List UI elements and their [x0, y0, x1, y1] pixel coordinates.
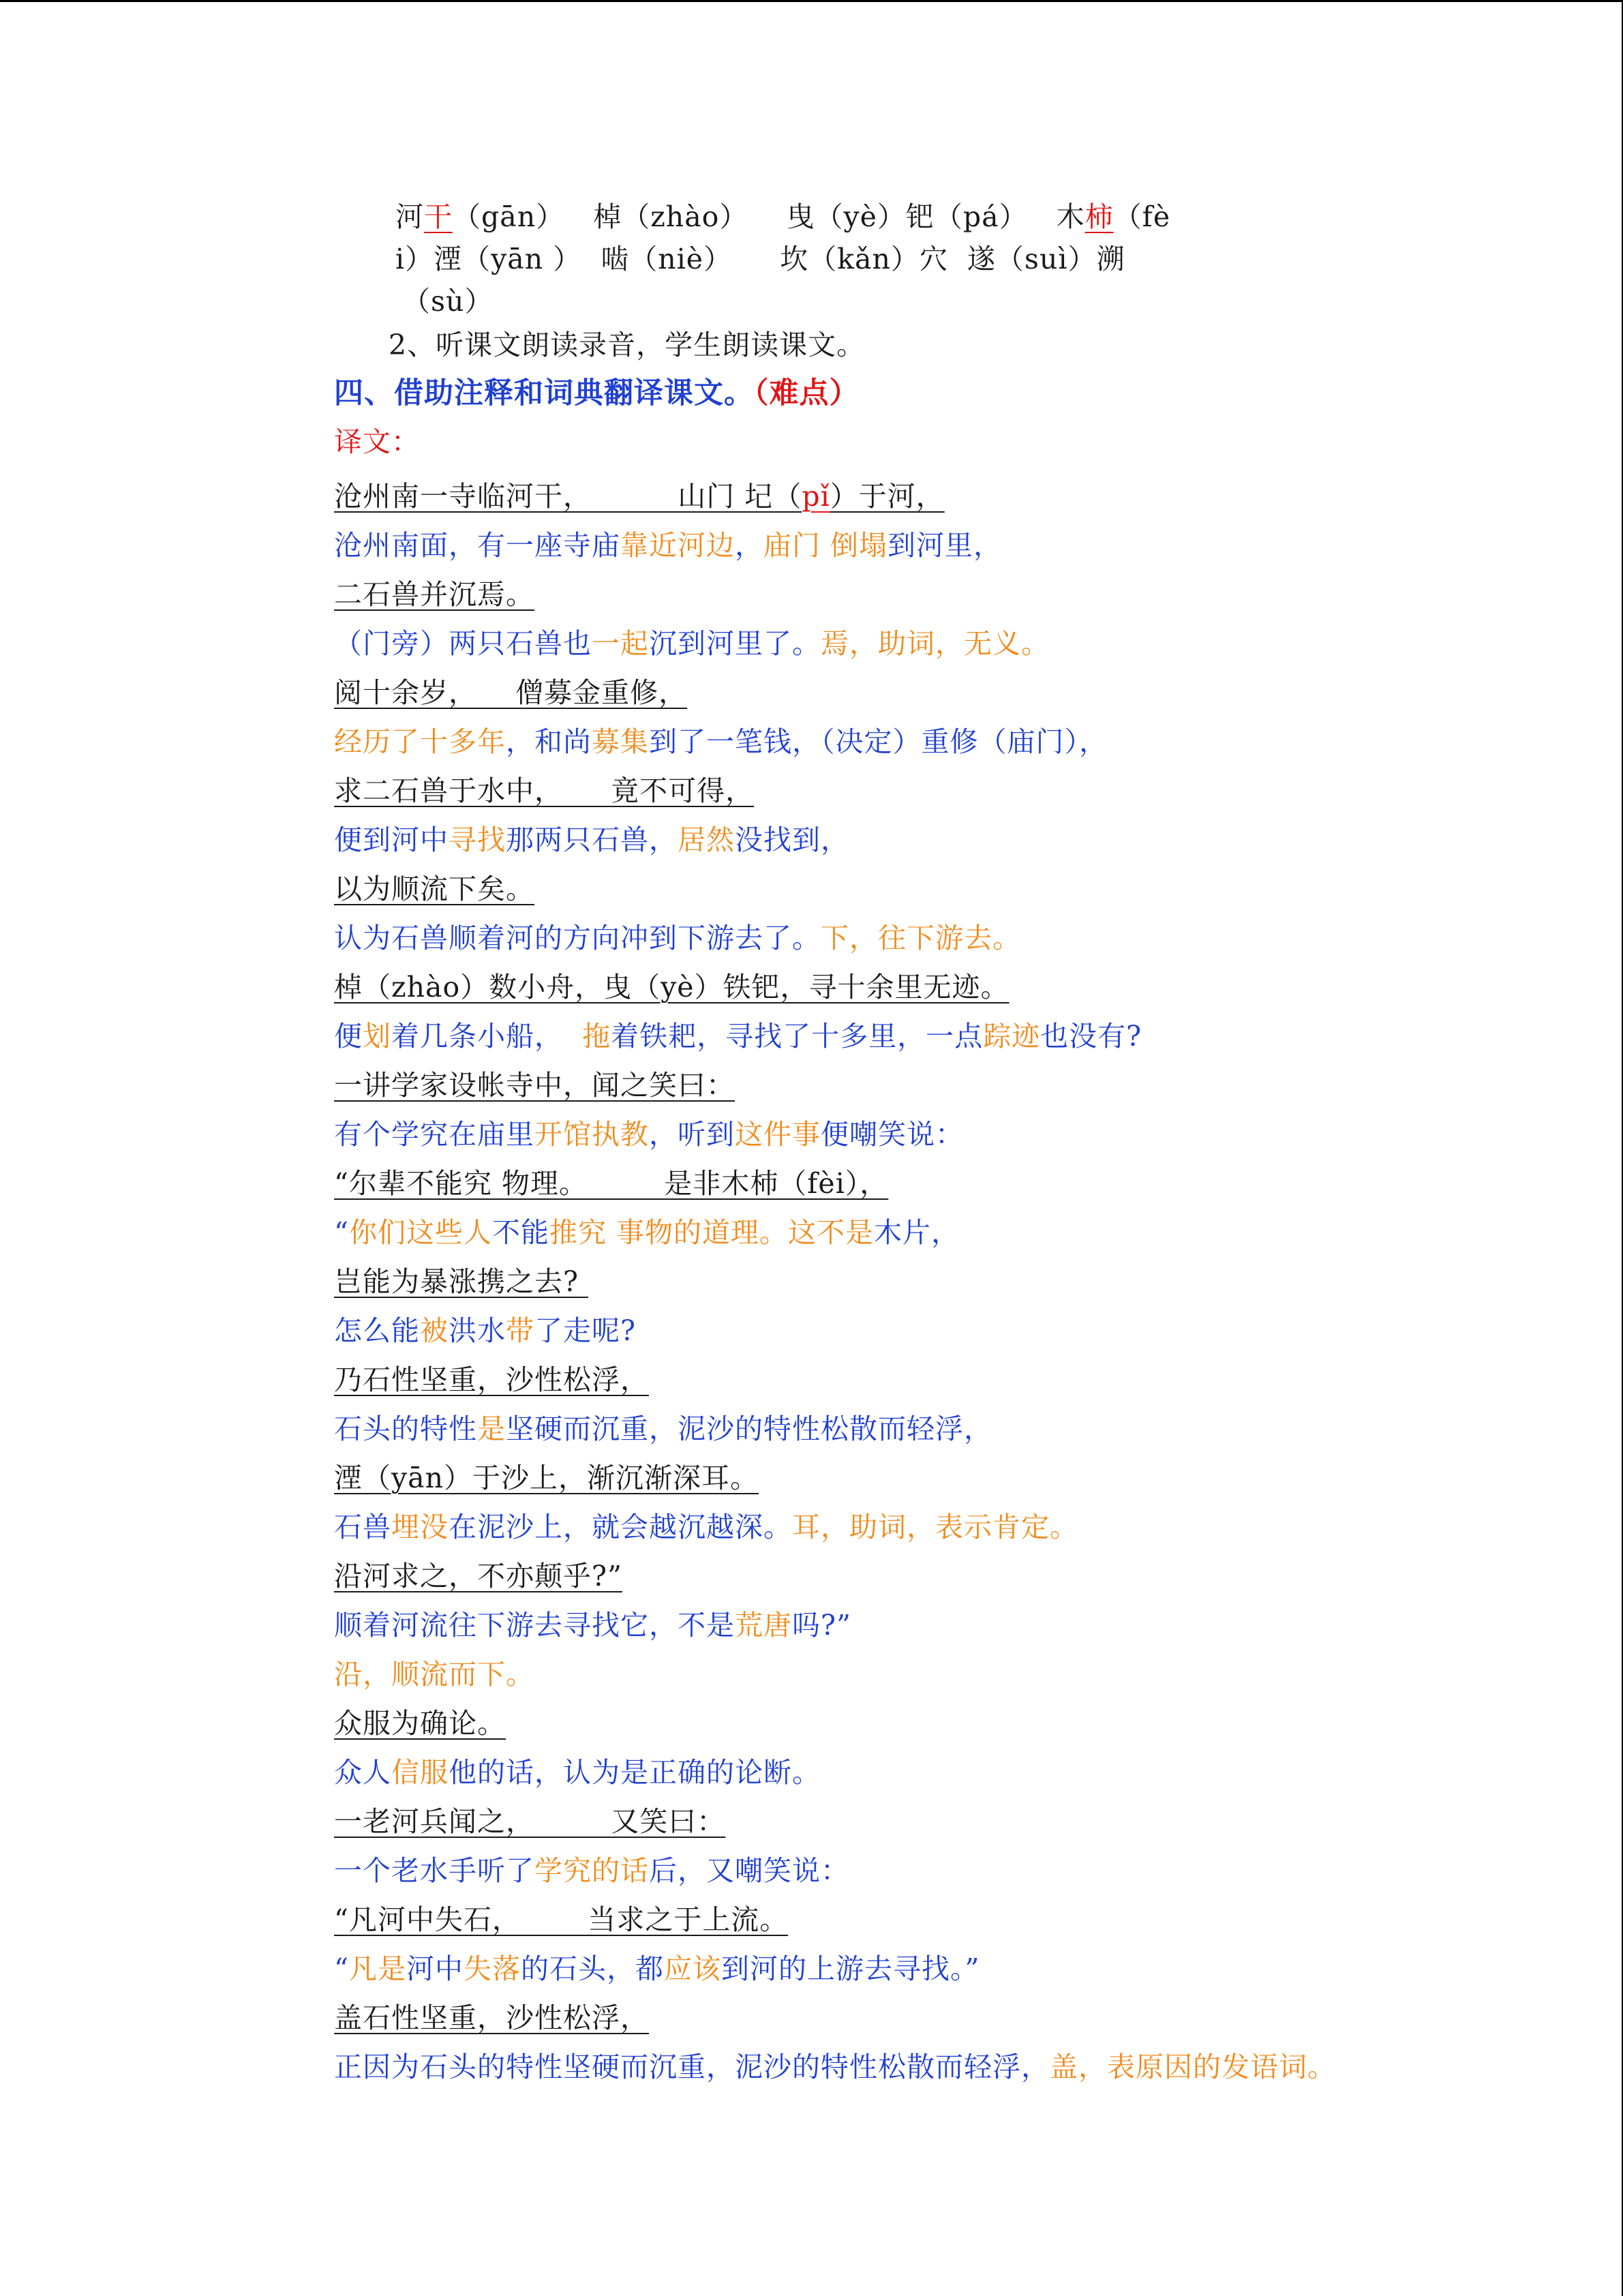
text-segment: “凡河中失石， 当求之于上流。: [334, 1903, 789, 1936]
text-line: [334, 1164, 888, 1203]
text-segment: 四、借助注释和词典翻译课文。: [334, 376, 754, 410]
text-segment: 。这不是: [759, 1216, 875, 1249]
text-segment: 也没有?: [1040, 1020, 1142, 1053]
text-segment: 众人: [334, 1756, 391, 1789]
text-segment: 便嘲笑说：: [821, 1118, 964, 1151]
text-line: [334, 772, 754, 810]
text-segment: 沧州南一寺临河干， 山门 圮（: [334, 480, 802, 513]
text-segment: 译文：: [334, 425, 420, 458]
text-line: [334, 1459, 759, 1497]
text-segment: 阅十余岁， 僧募金重修，: [334, 676, 688, 709]
text-line: [334, 1263, 588, 1301]
text-segment: 一个老水手听了: [334, 1854, 534, 1887]
text-line: [334, 624, 1050, 663]
text-line: [334, 1115, 964, 1153]
text-segment: 正因为石头的特性坚硬而沉重，泥沙的特性松散而轻浮，: [334, 2051, 1050, 2083]
text-line: [334, 1213, 960, 1252]
text-segment: （gān） 棹（zhào） 曳（yè）钯（pá） 木: [453, 200, 1085, 233]
text-segment: 经历了十多年: [334, 725, 506, 758]
text-segment: 顺着河流往下游去寻找它，不是: [334, 1609, 735, 1642]
text-segment: 开馆执教: [534, 1118, 649, 1151]
text-line: [334, 526, 1002, 564]
text-segment: 不能: [491, 1216, 549, 1249]
text-segment: 到了一笔钱，（决定）重修（庙门），: [649, 725, 1108, 758]
text-segment: 洪水: [449, 1314, 506, 1347]
text-line: [334, 1852, 849, 1890]
text-segment: 失落: [463, 1952, 521, 1985]
text-segment: （sù）: [402, 285, 494, 318]
text-segment: 便到河中: [334, 824, 449, 856]
text-segment: 募集: [592, 725, 649, 758]
text-segment: 一讲学家设帐寺中，闻之笑曰：: [334, 1069, 735, 1102]
text-segment: 踪迹: [983, 1020, 1041, 1053]
text-line: [334, 374, 860, 412]
text-segment: “: [334, 1952, 349, 1985]
text-line: [334, 1606, 851, 1644]
text-segment: 他的话，认为是正确的论断。: [449, 1756, 821, 1789]
text-line: [334, 1312, 636, 1350]
text-line: [334, 575, 534, 614]
text-line: [395, 198, 1170, 236]
text-line: [334, 1361, 649, 1399]
text-segment: 你们这些人: [348, 1216, 492, 1249]
text-segment: 是: [477, 1413, 506, 1445]
text-segment: 认为石兽顺着河的方向冲到下游去了。: [334, 922, 821, 954]
text-segment: 着铁耙，寻找了十多里，一点: [611, 1020, 984, 1053]
text-segment: 这件事: [735, 1118, 821, 1151]
text-segment: 石兽: [334, 1511, 391, 1543]
text-line: [334, 919, 1021, 957]
text-segment: 岂能为暴涨携之去?: [334, 1265, 589, 1298]
text-segment: i）湮（yān ） 啮（niè） 坎（kǎn）穴 遂（suì）溯: [395, 243, 1125, 275]
text-segment: 石头的特性: [334, 1413, 477, 1445]
text-line: [334, 1557, 622, 1595]
text-segment: 柿: [1084, 200, 1114, 233]
text-line: [334, 1066, 735, 1104]
text-segment: 没找到，: [735, 824, 849, 856]
text-segment: （门旁）两只石兽也: [334, 627, 592, 660]
text-segment: 沉到河里了。: [649, 627, 821, 660]
text-line: [334, 477, 945, 515]
text-segment: 后，又嘲笑说：: [649, 1854, 849, 1887]
text-line: [334, 1655, 534, 1693]
text-segment: 拖: [582, 1020, 611, 1053]
text-segment: 凡是: [348, 1952, 406, 1985]
text-line: [402, 282, 493, 320]
text-line: [334, 968, 1010, 1006]
text-segment: 湮（yān）于沙上，渐沉渐深耳。: [334, 1462, 759, 1494]
text-segment: 棹（zhào）数小舟，曳（yè）铁钯，寻十余里无迹。: [334, 971, 1010, 1003]
text-segment: 焉，助词，无义。: [821, 627, 1050, 660]
text-segment: 到河的上游去寻找。”: [721, 1952, 980, 1985]
text-segment: 的石头，都: [520, 1952, 664, 1985]
text-segment: 干: [424, 200, 453, 233]
text-segment: 荒唐: [735, 1609, 792, 1642]
text-segment: ，: [735, 529, 763, 562]
text-segment: pǐ: [802, 480, 830, 513]
text-segment: 便: [334, 1020, 363, 1053]
text-line: [334, 821, 849, 859]
text-segment: 下，往下游去。: [821, 922, 1021, 954]
text-line: [334, 423, 420, 461]
text-line: [395, 240, 1125, 278]
text-segment: 河: [395, 200, 424, 233]
text-segment: 应该: [663, 1952, 721, 1985]
text-segment: ，听到: [649, 1118, 735, 1151]
text-line: [334, 1410, 992, 1448]
text-segment: 有个学究在庙里: [334, 1118, 534, 1151]
text-segment: 耳，助词，表示肯定。: [792, 1511, 1078, 1543]
text-segment: 木片，: [874, 1216, 960, 1249]
text-segment: 盖，表原因的发语词。: [1050, 2051, 1336, 2083]
text-segment: 乃石性坚重，沙性松浮，: [334, 1363, 649, 1396]
text-segment: 划: [363, 1020, 391, 1053]
text-segment: （难点）: [754, 376, 860, 410]
text-line: [334, 2048, 1336, 2086]
text-line: [334, 1802, 725, 1841]
text-segment: 被: [420, 1314, 449, 1347]
text-segment: 怎么能: [334, 1314, 420, 1347]
text-segment: 在泥沙上，就会越沉越深。: [449, 1511, 792, 1543]
text-segment: 推究 事物的道理: [549, 1216, 760, 1249]
text-segment: ，和尚: [506, 725, 592, 758]
text-segment: “尔辈不能究 物理。 是非木杮（fèi），: [334, 1167, 889, 1200]
text-line: [334, 1901, 788, 1939]
text-line: [334, 870, 534, 908]
text-segment: 到河里，: [888, 529, 1003, 562]
text-segment: 寻找: [449, 824, 506, 856]
text-segment: 沿河求之，不亦颠乎?”: [334, 1560, 622, 1592]
text-segment: 以为顺流下矣。: [334, 873, 534, 905]
text-segment: 沿，顺流而下。: [334, 1658, 534, 1691]
text-segment: 带: [506, 1314, 534, 1347]
text-line: [334, 1950, 980, 1988]
text-line: [334, 723, 1108, 761]
text-line: [334, 1017, 1142, 1055]
text-segment: 吗?”: [792, 1609, 851, 1642]
text-segment: 了走呢?: [534, 1314, 636, 1347]
text-segment: 学究的话: [534, 1854, 649, 1887]
text-line: [389, 326, 865, 364]
text-line: [334, 1753, 821, 1792]
text-segment: 一起: [592, 627, 649, 660]
text-line: [334, 1508, 1078, 1546]
text-segment: 坚硬而沉重，泥沙的特性松散而轻浮，: [506, 1413, 992, 1445]
text-segment: 居然: [678, 824, 735, 856]
text-segment: 众服为确论。: [334, 1707, 506, 1740]
text-segment: 信服: [391, 1756, 449, 1789]
text-segment: 2、听课文朗读录音，学生朗读课文。: [389, 329, 866, 361]
text-segment: 庙门 倒塌: [763, 529, 888, 562]
text-line: [334, 1999, 649, 2037]
text-segment: 沧州南面，有一座寺庙: [334, 529, 620, 562]
text-segment: 靠近河边: [620, 529, 735, 562]
text-segment: 河中: [406, 1952, 464, 1985]
text-segment: 盖石性坚重，沙性松浮，: [334, 2002, 649, 2034]
text-segment: ）于河，: [830, 480, 945, 513]
text-segment: 求二石兽于水中， 竟不可得，: [334, 774, 755, 807]
text-segment: 那两只石兽，: [506, 824, 678, 856]
text-segment: （fè: [1113, 200, 1171, 233]
text-segment: 埋没: [391, 1511, 449, 1543]
text-segment: 二石兽并沉焉。: [334, 578, 534, 611]
text-segment: 一老河兵闻之， 又笑曰：: [334, 1805, 726, 1838]
text-segment: 着几条小船，: [391, 1020, 583, 1053]
text-line: [334, 1704, 506, 1742]
text-segment: “: [334, 1216, 349, 1249]
text-line: [334, 674, 687, 712]
